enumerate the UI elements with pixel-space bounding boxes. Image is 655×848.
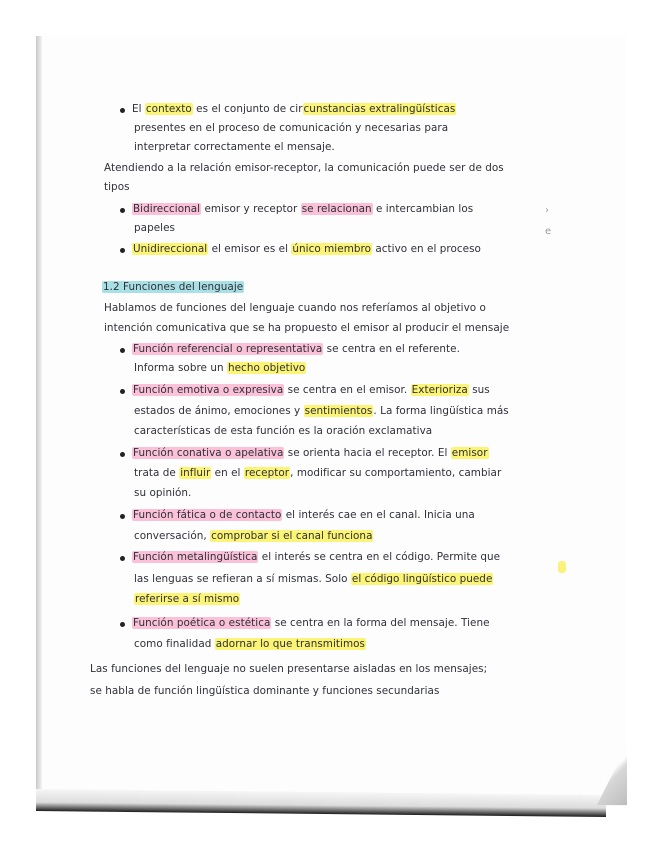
text: , modificar su comportamiento, cambiar [290, 467, 502, 479]
intro-line-1: Hablamos de funciones del lenguaje cuando nos referíamos al objetivo o [104, 302, 486, 314]
text: estados de ánimo, emociones y [134, 405, 304, 417]
highlight-yellow: Unidireccional [133, 243, 208, 255]
text: el emisor es el [208, 243, 292, 255]
bleed-through-mark: › [545, 205, 549, 216]
text: se centra en la forma del mensaje. Tiene [271, 617, 490, 629]
highlight-yellow: influir [180, 467, 211, 479]
relation-line-1: Atendiendo a la relación emisor-receptor, la comunicación puede ser de dos [104, 162, 504, 174]
text: se centra en el emisor. [284, 384, 411, 396]
highlight-yellow: receptor [244, 467, 290, 479]
text: se orienta hacia el receptor. El [284, 447, 451, 459]
page-bottom-edge [36, 789, 606, 817]
text: conversación, [134, 530, 211, 542]
bullet-point [120, 514, 125, 519]
bidirectional-line-1 [132, 202, 473, 216]
highlight-pink: Función conativa o apelativa [133, 447, 284, 459]
text: como finalidad [134, 638, 215, 650]
text: Informa sobre un [134, 362, 227, 374]
highlight-yellow: hecho objetivo [227, 362, 306, 374]
bullet-point [120, 248, 125, 253]
bidirectional-line-2: papeles [134, 222, 175, 234]
function-conative-line-1 [132, 446, 489, 460]
highlight-pink: se relacionan [301, 203, 372, 215]
intro-line-2: intención comunicativa que se ha propuesto el emisor al producir el mensaje [104, 322, 510, 334]
function-conative-line-2 [134, 466, 501, 480]
bullet-point [120, 556, 125, 561]
text: El [132, 103, 145, 115]
highlighter-smudge [558, 561, 566, 573]
function-emotive-line-3: características de esta función es la oración exclamativa [134, 425, 433, 437]
highlight-yellow: referirse a sí mismo [135, 593, 240, 605]
text: las lenguas se refieran a sí mismas. Solo [134, 573, 351, 585]
bullet-point [120, 208, 125, 213]
highlight-yellow: emisor [451, 447, 488, 459]
bullet-point [120, 622, 125, 627]
text: . La forma lingüística más [373, 405, 509, 417]
text: e intercambian los [372, 203, 474, 215]
context-line-3: interpretar correctamente el mensaje. [134, 141, 335, 153]
function-metalinguistic-line-2 [134, 572, 493, 586]
highlight-yellow: comprobar si el canal funciona [211, 530, 373, 542]
highlight-yellow: adornar lo que transmitimos [215, 638, 366, 650]
text: es el conjunto de cir [192, 103, 303, 115]
bullet-point [120, 452, 125, 457]
function-conative-line-3: su opinión. [134, 487, 192, 499]
context-line-2: presentes en el proceso de comunicación y necesarias para [134, 122, 449, 134]
text: se centra en el referente. [323, 343, 460, 355]
text: el interés cae en el canal. Inicia una [282, 509, 475, 521]
highlight-yellow: contexto [145, 103, 192, 115]
section-heading [102, 280, 244, 294]
highlight-pink: Función fática o de contacto [133, 509, 282, 521]
text: sus [468, 384, 490, 396]
highlight-yellow: sentimientos [304, 405, 373, 417]
page-left-edge [36, 36, 42, 806]
highlight-yellow: el código lingüístico puede [351, 573, 493, 585]
text: activo en el proceso [372, 243, 481, 255]
function-poetic-line-2 [134, 637, 366, 651]
text: trata de [134, 467, 180, 479]
context-line-1 [132, 102, 456, 116]
function-metalinguistic-line-1 [132, 550, 500, 564]
highlight-yellow: único miembro [292, 243, 372, 255]
highlight-yellow: Exterioriza [411, 384, 468, 396]
text: el interés se centra en el código. Permite que [258, 551, 501, 563]
bullet-point [120, 389, 125, 394]
function-referential-line-2 [134, 361, 306, 375]
closing-line-2: se habla de función lingüística dominante y funciones secundarias [90, 685, 440, 697]
unidirectional-line [132, 242, 481, 256]
function-emotive-line-2 [134, 404, 509, 418]
closing-line-1: Las funciones del lenguaje no suelen presentarse aisladas en los mensajes; [90, 663, 488, 675]
text: emisor y receptor [201, 203, 301, 215]
function-poetic-line-1 [132, 616, 490, 630]
bullet-point [120, 108, 125, 113]
highlight-pink: Función metalingüística [133, 551, 258, 563]
function-phatic-line-2 [134, 529, 373, 543]
highlight-pink: Bidireccional [133, 203, 201, 215]
function-referential-line-1 [132, 342, 460, 356]
highlight-pink: Función emotiva o expresiva [133, 384, 284, 396]
function-emotive-line-1 [132, 383, 490, 397]
highlight-pink: Función poética o estética [133, 617, 271, 629]
bleed-through-mark: e [545, 226, 552, 237]
highlight-pink: Función referencial o representativa [133, 343, 323, 355]
function-metalinguistic-line-3 [134, 592, 240, 606]
bullet-point [120, 348, 125, 353]
relation-line-2: tipos [104, 181, 130, 193]
function-phatic-line-1 [132, 508, 475, 522]
highlight-yellow: cunstancias extralingüísticas [303, 103, 456, 115]
text: en el [211, 467, 244, 479]
highlight-blue: 1.2 Funciones del lenguaje [103, 281, 244, 293]
